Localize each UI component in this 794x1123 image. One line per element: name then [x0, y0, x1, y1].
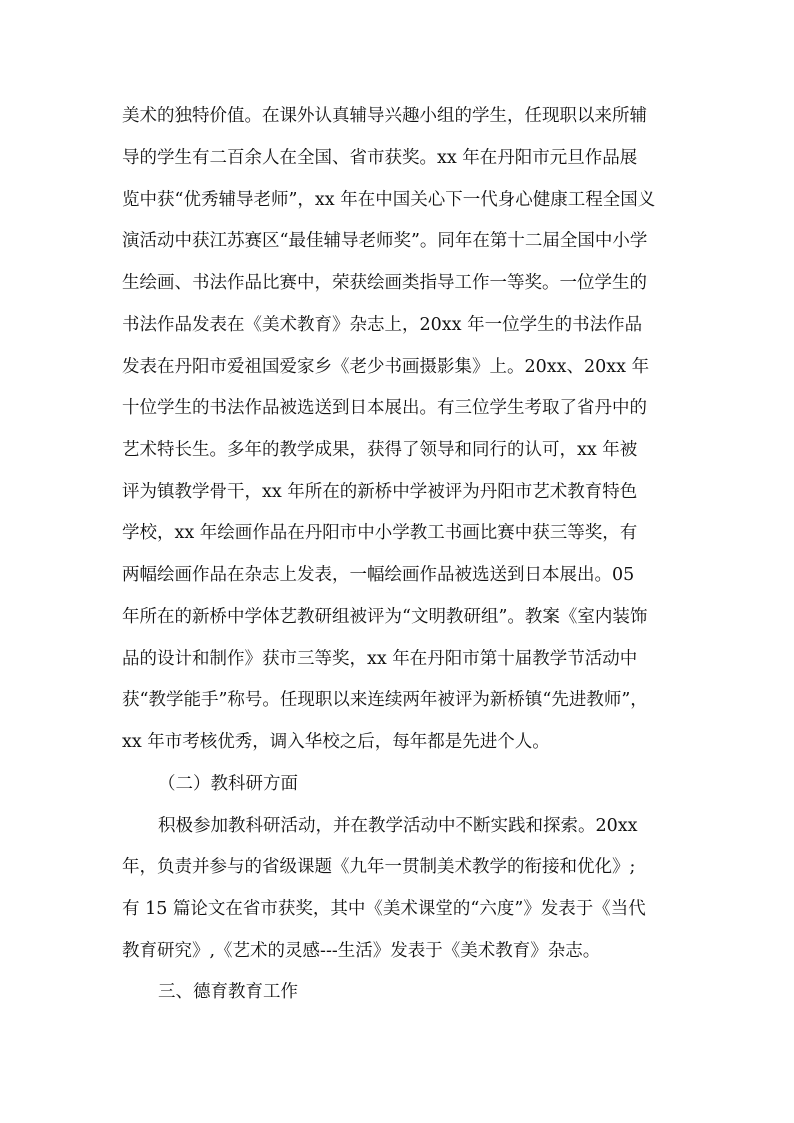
- body-text-line: 书法作品发表在《美术教育》杂志上，20xx 年一位学生的书法作品: [122, 315, 643, 335]
- body-text-line: 演活动中获江苏赛区“最佳辅导老师奖”。同年在第十二届全国中小学: [122, 231, 648, 251]
- body-text-line: 览中获“优秀辅导老师”，xx 年在中国关心下一代身心健康工程全国义: [122, 190, 656, 210]
- body-text-line: 年，负责并参与的省级课题《九年一贯制美术教学的衔接和优化》;: [122, 857, 636, 877]
- body-text-line: 品的设计和制作》获市三等奖，xx 年在丹阳市第十届教学节活动中: [122, 649, 638, 669]
- body-text-line: 教育研究》,《艺术的灵感---生活》发表于《美术教育》杂志。: [122, 941, 601, 961]
- body-text-line: 年所在的新桥中学体艺教研组被评为“文明教研组”。教案《室内装饰: [122, 607, 648, 627]
- section-heading: （二）教科研方面: [158, 774, 298, 794]
- section-heading: 三、德育教育工作: [158, 982, 298, 1002]
- body-text-line: 学校，xx 年绘画作品在丹阳市中小学教工书画比赛中获三等奖，有: [122, 523, 638, 543]
- body-text-line: 导的学生有二百余人在全国、省市获奖。xx 年在丹阳市元旦作品展: [122, 148, 638, 168]
- body-text-line: 评为镇教学骨干，xx 年所在的新桥中学被评为丹阳市艺术教育特色: [122, 482, 638, 502]
- body-text-line: 发表在丹阳市爱祖国爱家乡《老少书画摄影集》上。20xx、20xx 年: [122, 357, 650, 377]
- body-text-line: 有 15 篇论文在省市获奖，其中《美术课堂的“六度”》发表于《当代: [122, 899, 646, 919]
- body-text-line: 两幅绘画作品在杂志上发表，一幅绘画作品被选送到日本展出。05: [122, 565, 635, 585]
- body-text-line: 积极参加教科研活动，并在教学活动中不断实践和探索。20xx: [158, 816, 638, 836]
- body-text-line: 十位学生的书法作品被选送到日本展出。有三位学生考取了省丹中的: [122, 398, 647, 418]
- body-text-line: 艺术特长生。多年的教学成果，获得了领导和同行的认可，xx 年被: [122, 440, 638, 460]
- body-text-line: 获“教学能手”称号。任现职以来连续两年被评为新桥镇“先进教师”，: [122, 690, 648, 710]
- body-text-line: 生绘画、书法作品比赛中，荣获绘画类指导工作一等奖。一位学生的: [122, 273, 647, 293]
- body-text-line: 美术的独特价值。在课外认真辅导兴趣小组的学生，任现职以来所辅: [122, 106, 647, 126]
- body-text-line: xx 年市考核优秀，调入华校之后，每年都是先进个人。: [122, 732, 550, 752]
